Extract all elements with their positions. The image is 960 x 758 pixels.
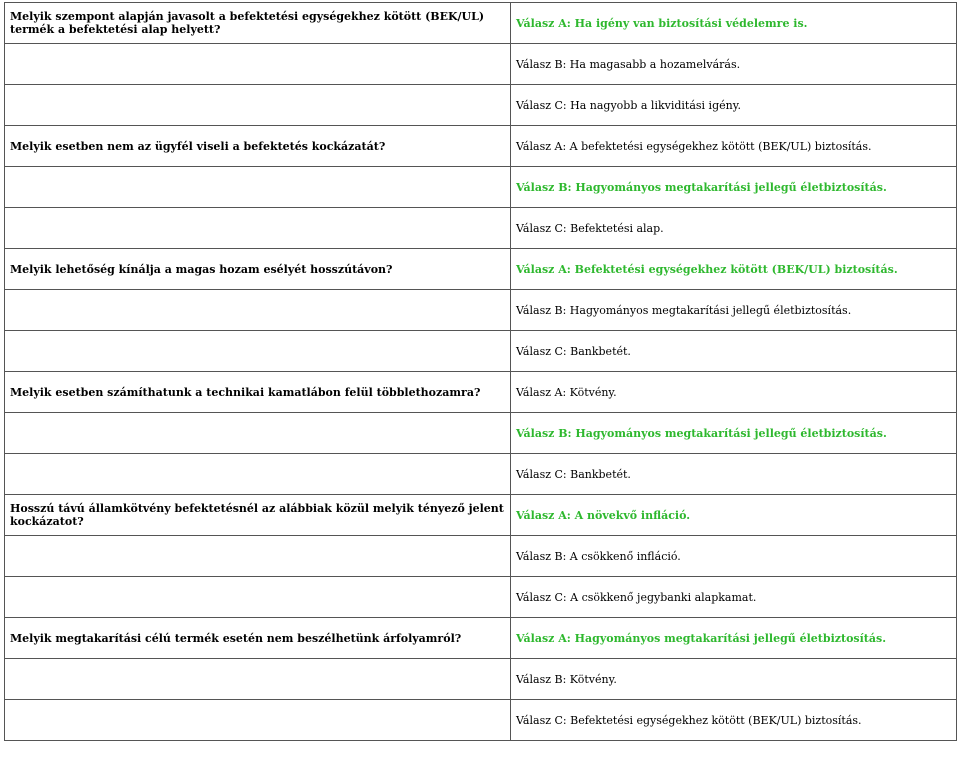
empty-question-cell [5,577,511,618]
table-row [5,167,957,208]
table-row [5,700,957,741]
empty-question-cell [5,167,511,208]
answer-cell: Válasz C: Bankbetét. [511,454,957,495]
table-row [5,331,957,372]
empty-question-cell [5,413,511,454]
answer-cell: Válasz B: A csökkenő infláció. [511,536,957,577]
correct-answer-cell: Válasz A: Befektetési egységekhez kötött (BEK/UL) biztosítás. [511,249,957,290]
empty-question-cell [5,290,511,331]
table-row [5,249,957,290]
question-cell: Hosszú távú államkötvény befektetésnél az alábbiak közül melyik tényező jelent kockázatot? [5,495,511,536]
table-row [5,495,957,536]
question-cell: Melyik esetben nem az ügyfél viseli a befektetés kockázatát? [5,126,511,167]
empty-question-cell [5,208,511,249]
table-row [5,372,957,413]
table-row [5,44,957,85]
empty-question-cell [5,85,511,126]
answer-cell: Válasz A: A befektetési egységekhez kötött (BEK/UL) biztosítás. [511,126,957,167]
answer-cell: Válasz C: Befektetési alap. [511,208,957,249]
correct-answer-cell: Válasz B: Hagyományos megtakarítási jellegű életbiztosítás. [511,167,957,208]
empty-question-cell [5,454,511,495]
table-row [5,659,957,700]
answer-cell: Válasz B: Ha magasabb a hozamelvárás. [511,44,957,85]
correct-answer-cell: Válasz A: Hagyományos megtakarítási jellegű életbiztosítás. [511,618,957,659]
answer-cell: Válasz B: Kötvény. [511,659,957,700]
table-row [5,126,957,167]
table-row [5,618,957,659]
correct-answer-cell: Válasz B: Hagyományos megtakarítási jellegű életbiztosítás. [511,413,957,454]
table-row [5,536,957,577]
question-cell: Melyik lehetőség kínálja a magas hozam esélyét hosszútávon? [5,249,511,290]
answer-cell: Válasz C: A csökkenő jegybanki alapkamat. [511,577,957,618]
empty-question-cell [5,44,511,85]
correct-answer-cell: Válasz A: A növekvő infláció. [511,495,957,536]
quiz-table-body [5,3,957,741]
answer-cell: Válasz C: Ha nagyobb a likviditási igény. [511,85,957,126]
table-row [5,454,957,495]
empty-question-cell [5,331,511,372]
question-cell: Melyik megtakarítási célú termék esetén nem beszélhetünk árfolyamról? [5,618,511,659]
table-row [5,577,957,618]
answer-cell: Válasz C: Bankbetét. [511,331,957,372]
table-row [5,85,957,126]
correct-answer-cell: Válasz A: Ha igény van biztosítási védelemre is. [511,3,957,44]
quiz-table [4,2,957,741]
table-row [5,3,957,44]
answer-cell: Válasz B: Hagyományos megtakarítási jellegű életbiztosítás. [511,290,957,331]
question-cell: Melyik esetben számíthatunk a technikai kamatlábon felül többlethozamra? [5,372,511,413]
answer-cell: Válasz A: Kötvény. [511,372,957,413]
empty-question-cell [5,536,511,577]
table-row [5,208,957,249]
answer-cell: Válasz C: Befektetési egységekhez kötött (BEK/UL) biztosítás. [511,700,957,741]
empty-question-cell [5,659,511,700]
table-row [5,290,957,331]
table-row [5,413,957,454]
empty-question-cell [5,700,511,741]
question-cell: Melyik szempont alapján javasolt a befektetési egységekhez kötött (BEK/UL) termék a befektetési alap helyett? [5,3,511,44]
